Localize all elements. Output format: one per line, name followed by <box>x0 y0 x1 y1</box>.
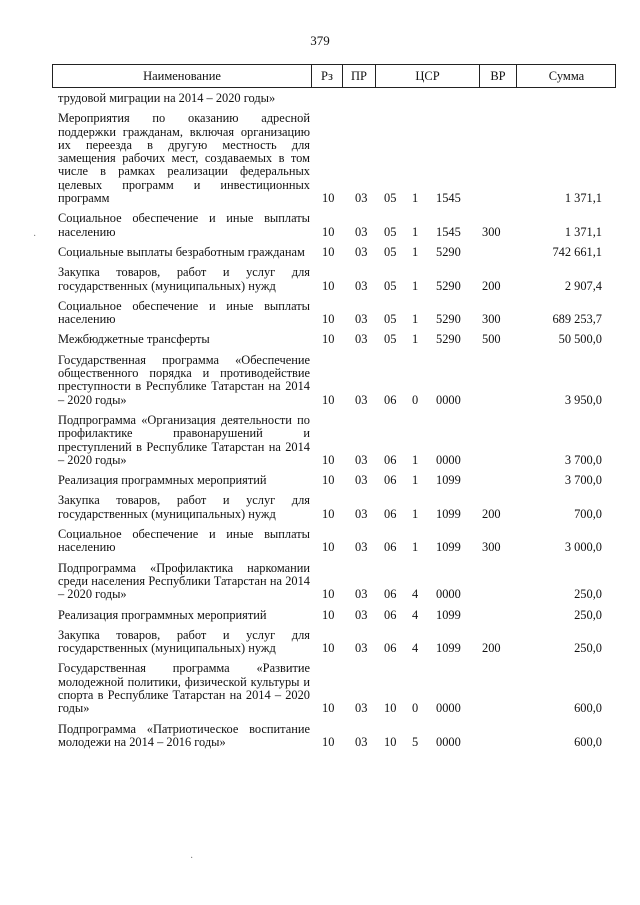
cell-vr: 500 <box>482 332 501 347</box>
cell-csr-code: 1099 <box>436 607 461 622</box>
table-row <box>0 300 640 327</box>
cell-pr: 03 <box>355 473 368 488</box>
cell-vr: 200 <box>482 506 501 521</box>
cell-csr-program: 10 <box>384 701 397 716</box>
cell-rz: 10 <box>322 540 335 555</box>
cell-csr-code: 0000 <box>436 734 461 749</box>
table-body <box>0 92 640 749</box>
cell-pr: 03 <box>355 701 368 716</box>
cell-csr-program: 06 <box>384 392 397 407</box>
cell-csr-subprogram: 1 <box>412 244 419 259</box>
cell-csr-subprogram: 1 <box>412 312 419 327</box>
cell-rz: 10 <box>322 312 335 327</box>
row-name: Подпрограмма «Патриотическое воспитание молодежи на 2014 – 2016 годы» <box>58 721 310 749</box>
cell-vr: 200 <box>482 278 501 293</box>
cell-csr-program: 05 <box>384 244 397 259</box>
cell-rz: 10 <box>322 224 335 239</box>
table-row <box>0 662 640 715</box>
cell-csr-subprogram: 0 <box>412 701 419 716</box>
cell-sum: 1 371,1 <box>564 224 602 239</box>
cell-pr: 03 <box>355 244 368 259</box>
cell-pr: 03 <box>355 312 368 327</box>
cell-sum: 250,0 <box>574 607 602 622</box>
cell-csr-code: 1545 <box>436 191 461 206</box>
cell-csr-code: 5290 <box>436 332 461 347</box>
cell-csr-subprogram: 1 <box>412 191 419 206</box>
header-name: Наименование <box>143 69 221 83</box>
cell-csr-code: 0000 <box>436 587 461 602</box>
table-row <box>0 474 640 487</box>
header-pr: ПР <box>351 69 367 83</box>
row-name: Закупка товаров, работ и услуг для государственных (муниципальных) нужд <box>58 493 310 521</box>
cell-csr-code: 1099 <box>436 506 461 521</box>
cell-csr-program: 05 <box>384 191 397 206</box>
table-row <box>0 354 640 407</box>
cell-pr: 03 <box>355 224 368 239</box>
cell-sum: 50 500,0 <box>558 332 602 347</box>
header-sum: Сумма <box>548 69 585 83</box>
cell-csr-code: 1099 <box>436 641 461 656</box>
cell-csr-program: 06 <box>384 452 397 467</box>
page-number: 379 <box>310 33 330 48</box>
cell-pr: 03 <box>355 641 368 656</box>
cell-rz: 10 <box>322 332 335 347</box>
cell-csr-subprogram: 1 <box>412 224 419 239</box>
cell-vr: 200 <box>482 641 501 656</box>
cell-pr: 03 <box>355 506 368 521</box>
row-name: Подпрограмма «Профилактика наркомании среди населения Республики Татарстан на 2014 – 2020 годы» <box>58 560 310 602</box>
cell-rz: 10 <box>322 734 335 749</box>
table-row <box>0 629 640 656</box>
cell-sum: 3 700,0 <box>564 473 602 488</box>
cell-rz: 10 <box>322 587 335 602</box>
cell-sum: 742 661,1 <box>552 244 602 259</box>
row-name: Закупка товаров, работ и услуг для государственных (муниципальных) нужд <box>58 627 310 656</box>
cell-sum: 3 000,0 <box>564 540 602 555</box>
cell-csr-subprogram: 1 <box>412 452 419 467</box>
cell-vr: 300 <box>482 312 501 327</box>
cell-csr-code: 1099 <box>436 473 461 488</box>
cell-sum: 700,0 <box>574 506 602 521</box>
cell-sum: 3 700,0 <box>564 452 602 467</box>
cell-sum: 689 253,7 <box>552 312 602 327</box>
cell-csr-program: 06 <box>384 587 397 602</box>
header-rz: Рз <box>321 69 333 83</box>
cell-csr-subprogram: 4 <box>412 587 419 602</box>
cell-rz: 10 <box>322 701 335 716</box>
cell-csr-code: 0000 <box>436 392 461 407</box>
table-row <box>0 266 640 293</box>
cell-csr-code: 0000 <box>436 701 461 716</box>
table-row <box>0 414 640 467</box>
row-name: Мероприятия по оказанию адресной поддержки гражданам, включая организацию их переезда в другую местность для замещения рабочих мест, создаваемых в том числе в рамках реализации федеральных целевых программ и инвестиционных программ <box>58 111 310 206</box>
row-name: Межбюджетные трансферты <box>58 332 210 347</box>
scan-speck: · <box>33 231 37 242</box>
cell-csr-program: 05 <box>384 278 397 293</box>
cell-pr: 03 <box>355 392 368 407</box>
row-name: Государственная программа «Развитие молодежной политики, физической культуры и спорта в Республике Татарстан на 2014 – 2020 годы» <box>58 661 310 716</box>
table-row <box>0 562 640 602</box>
cell-csr-code: 1099 <box>436 540 461 555</box>
cell-pr: 03 <box>355 734 368 749</box>
cell-csr-subprogram: 1 <box>412 278 419 293</box>
row-name: Подпрограмма «Организация деятельности по профилактике правонарушений и преступлений в Республике Татарстан на 2014 – 2020 годы» <box>58 412 310 467</box>
row-name: Социальное обеспечение и иные выплаты населению <box>58 527 310 555</box>
cell-pr: 03 <box>355 278 368 293</box>
scan-speck: · <box>190 853 194 864</box>
cell-pr: 03 <box>355 191 368 206</box>
cell-csr-subprogram: 0 <box>412 392 419 407</box>
cell-csr-program: 06 <box>384 607 397 622</box>
cell-sum: 1 371,1 <box>564 191 602 206</box>
table-row <box>0 494 640 521</box>
cell-sum: 2 907,4 <box>564 278 602 293</box>
cell-csr-subprogram: 1 <box>412 473 419 488</box>
cell-rz: 10 <box>322 191 335 206</box>
row-name: Закупка товаров, работ и услуг для государственных (муниципальных) нужд <box>58 265 310 293</box>
row-name: Социальные выплаты безработным гражданам <box>58 244 305 259</box>
cell-csr-subprogram: 4 <box>412 607 419 622</box>
cell-vr: 300 <box>482 224 501 239</box>
cell-csr-code: 1545 <box>436 224 461 239</box>
cell-sum: 250,0 <box>574 641 602 656</box>
header-vr: ВР <box>490 69 506 83</box>
cell-rz: 10 <box>322 607 335 622</box>
cell-pr: 03 <box>355 332 368 347</box>
cell-csr-subprogram: 1 <box>412 332 419 347</box>
table-row <box>0 723 640 750</box>
table-row <box>0 92 640 105</box>
row-name: Реализация программных мероприятий <box>58 473 267 488</box>
cell-csr-program: 05 <box>384 224 397 239</box>
cell-csr-subprogram: 1 <box>412 506 419 521</box>
cell-rz: 10 <box>322 473 335 488</box>
row-name: Социальное обеспечение и иные выплаты населению <box>58 298 310 327</box>
header-csr: ЦСР <box>415 69 440 83</box>
table-row <box>0 609 640 622</box>
row-name: Реализация программных мероприятий <box>58 607 267 622</box>
row-name: Социальное обеспечение и иные выплаты населению <box>58 211 310 239</box>
cell-csr-subprogram: 4 <box>412 641 419 656</box>
table-header <box>52 64 616 88</box>
cell-pr: 03 <box>355 540 368 555</box>
cell-csr-program: 06 <box>384 540 397 555</box>
cell-vr: 300 <box>482 540 501 555</box>
table-row <box>0 212 640 239</box>
cell-csr-program: 05 <box>384 312 397 327</box>
cell-sum: 250,0 <box>574 587 602 602</box>
cell-rz: 10 <box>322 506 335 521</box>
cell-rz: 10 <box>322 278 335 293</box>
cell-csr-subprogram: 5 <box>412 734 419 749</box>
cell-sum: 600,0 <box>574 734 602 749</box>
cell-csr-program: 10 <box>384 734 397 749</box>
cell-rz: 10 <box>322 392 335 407</box>
cell-rz: 10 <box>322 641 335 656</box>
row-name: Государственная программа «Обеспечение общественного порядка и противодействие преступности в Республике Татарстан на 2014 – 2020 годы» <box>58 352 310 407</box>
cell-csr-program: 06 <box>384 506 397 521</box>
row-name: трудовой миграции на 2014 – 2020 годы» <box>58 91 276 105</box>
cell-pr: 03 <box>355 452 368 467</box>
cell-csr-code: 0000 <box>436 452 461 467</box>
table-row <box>0 246 640 259</box>
cell-rz: 10 <box>322 452 335 467</box>
table-row <box>0 528 640 555</box>
cell-sum: 3 950,0 <box>564 392 602 407</box>
cell-csr-code: 5290 <box>436 244 461 259</box>
table-row <box>0 112 640 205</box>
cell-csr-code: 5290 <box>436 312 461 327</box>
cell-csr-code: 5290 <box>436 278 461 293</box>
cell-sum: 600,0 <box>574 701 602 716</box>
cell-pr: 03 <box>355 607 368 622</box>
cell-csr-program: 06 <box>384 473 397 488</box>
cell-csr-program: 06 <box>384 641 397 656</box>
cell-rz: 10 <box>322 244 335 259</box>
cell-csr-program: 05 <box>384 332 397 347</box>
cell-pr: 03 <box>355 587 368 602</box>
table-row <box>0 333 640 346</box>
cell-csr-subprogram: 1 <box>412 540 419 555</box>
